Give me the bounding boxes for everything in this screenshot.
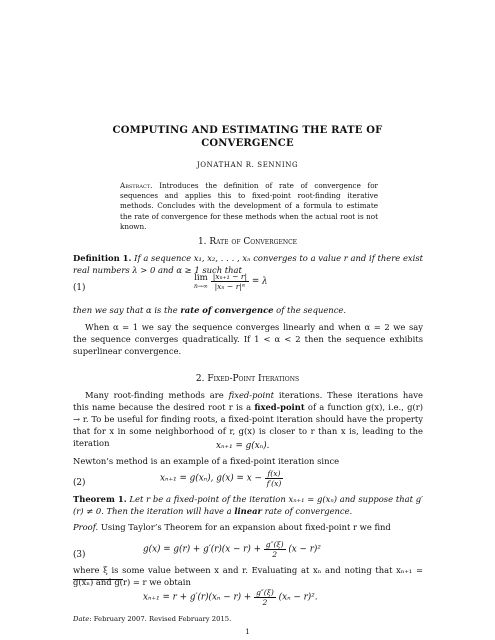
theorem-text-b: rate of convergence. bbox=[261, 505, 353, 516]
fp-para-a: Many root-finding methods are bbox=[85, 390, 229, 400]
theorem-1 bbox=[73, 494, 423, 518]
equation-1-rhs: = λ bbox=[251, 276, 268, 287]
equation-1-numerator: |xₙ₊₁ − r| bbox=[212, 272, 248, 281]
limit-symbol: lim bbox=[194, 273, 208, 283]
equation-1-number: (1) bbox=[73, 283, 86, 293]
section-heading-rate-of-convergence: 1. Rate of Convergence bbox=[197, 237, 298, 247]
equation-4-tail: (xₙ − r)². bbox=[278, 592, 318, 603]
section-heading-fixed-point-iterations: 2. Fixed-Point Iterations bbox=[195, 374, 300, 384]
equation-4-denominator: 2 bbox=[262, 598, 268, 607]
author-name: JONATHAN R. SENNING bbox=[196, 161, 299, 169]
proof-text: Using Taylor’s Theorem for an expansion about fixed-point r we find bbox=[100, 522, 391, 532]
fp-para-b: iterations. These iterations have this name because the desired root r is a bbox=[73, 390, 423, 412]
equation-3-lhs: g(x) = g(r) + g′(r)(x − r) + bbox=[143, 544, 261, 555]
theorem-label: Theorem 1. bbox=[73, 494, 127, 504]
fp-para-bold: fixed-point bbox=[254, 401, 305, 412]
footnote-date-label: Date bbox=[73, 615, 90, 623]
after-equation-3: where ξ is some value between x and r. Evaluating at xₙ and noting that xₙ₊₁ = g(xₙ) and g(r) = r we obtain bbox=[73, 565, 423, 587]
footnote-rule bbox=[73, 579, 123, 580]
equation-4 bbox=[143, 588, 318, 607]
definition-term: rate of convergence bbox=[180, 305, 274, 315]
equation-2 bbox=[160, 469, 283, 488]
equation-2-lhs: xₙ₊₁ = g(xₙ), g(x) = x − bbox=[160, 473, 262, 484]
definition-conclusion-a: then we say that α is the bbox=[73, 305, 181, 315]
theorem-bold: linear bbox=[234, 505, 262, 516]
equation-2-denominator: f′(x) bbox=[266, 479, 282, 488]
page-number: 1 bbox=[245, 627, 250, 636]
fp-para-c: of a function g(x), i.e., g(r) → r. To be useful for finding roots, a fixed-point iteration should have the property that for x in some neighborhood of r, g(x) is closer to r than x is, leading to the iteration bbox=[73, 401, 423, 448]
equation-3-number: (3) bbox=[73, 550, 86, 560]
footnote-date-text: : February 2007. Revised February 2015. bbox=[89, 615, 232, 623]
newton-line: Newton’s method is an example of a fixed-point iteration since bbox=[73, 456, 340, 466]
abstract bbox=[120, 181, 378, 232]
convergence-paragraph: When α = 1 we say the sequence converges linearly and when α = 2 we say the sequence converges quadratically. If 1 < α < 2 then the sequence exhibits superlinear convergence. bbox=[73, 322, 423, 356]
equation-3-numerator: g″(ξ) bbox=[265, 540, 284, 549]
equation-2-fraction bbox=[265, 469, 284, 488]
proof-label: Proof. bbox=[73, 522, 99, 532]
equation-2-numerator: f(x) bbox=[265, 469, 284, 479]
abstract-label: Abstract. bbox=[120, 181, 153, 190]
paper-title-line-1: COMPUTING AND ESTIMATING THE RATE OF bbox=[112, 125, 383, 136]
abstract-text: Introduces the definition of rate of convergence for sequences and applies this to fixed-point root-finding iterative methods. Concludes with the development of a formula to estimate the rate of convergence for these methods when the actual root is not known. bbox=[120, 181, 378, 231]
limit-subscript: n→∞ bbox=[194, 283, 208, 290]
definition-label: Definition 1. bbox=[73, 253, 132, 263]
iteration-equation: xₙ₊₁ = g(xₙ). bbox=[216, 441, 270, 451]
definition-text: If a sequence x₁, x₂, . . . , xₙ converges to a value r and if there exist real numbers λ > 0 and α ≥ 1 such that bbox=[73, 253, 423, 275]
paper-title-line-2: CONVERGENCE bbox=[201, 138, 294, 149]
equation-3 bbox=[143, 540, 321, 559]
fp-para-italic: fixed-point bbox=[228, 390, 274, 400]
equation-4-numerator: g″(ξ) bbox=[256, 588, 274, 597]
equation-4-lhs: xₙ₊₁ = r + g′(r)(xₙ − r) + bbox=[143, 592, 252, 603]
equation-1-fraction bbox=[211, 272, 249, 291]
footnote-date bbox=[73, 615, 231, 623]
equation-2-number: (2) bbox=[73, 478, 86, 488]
equation-4-fraction bbox=[254, 588, 276, 607]
definition-conclusion-b: of the sequence. bbox=[273, 305, 347, 315]
equation-3-fraction bbox=[264, 540, 286, 559]
equation-3-denominator: 2 bbox=[272, 550, 278, 559]
proof-line bbox=[73, 522, 423, 534]
theorem-text-a: Let r be a fixed-point of the iteration xₙ₊₁ = g(xₙ) and suppose that g′(r) ≠ 0. Then the iteration will have a bbox=[73, 494, 423, 516]
equation-1 bbox=[194, 272, 268, 291]
equation-3-tail: (x − r)² bbox=[288, 544, 321, 555]
equation-1-denominator: |xₙ − r|ᵅ bbox=[214, 282, 246, 291]
definition-conclusion bbox=[73, 305, 423, 317]
